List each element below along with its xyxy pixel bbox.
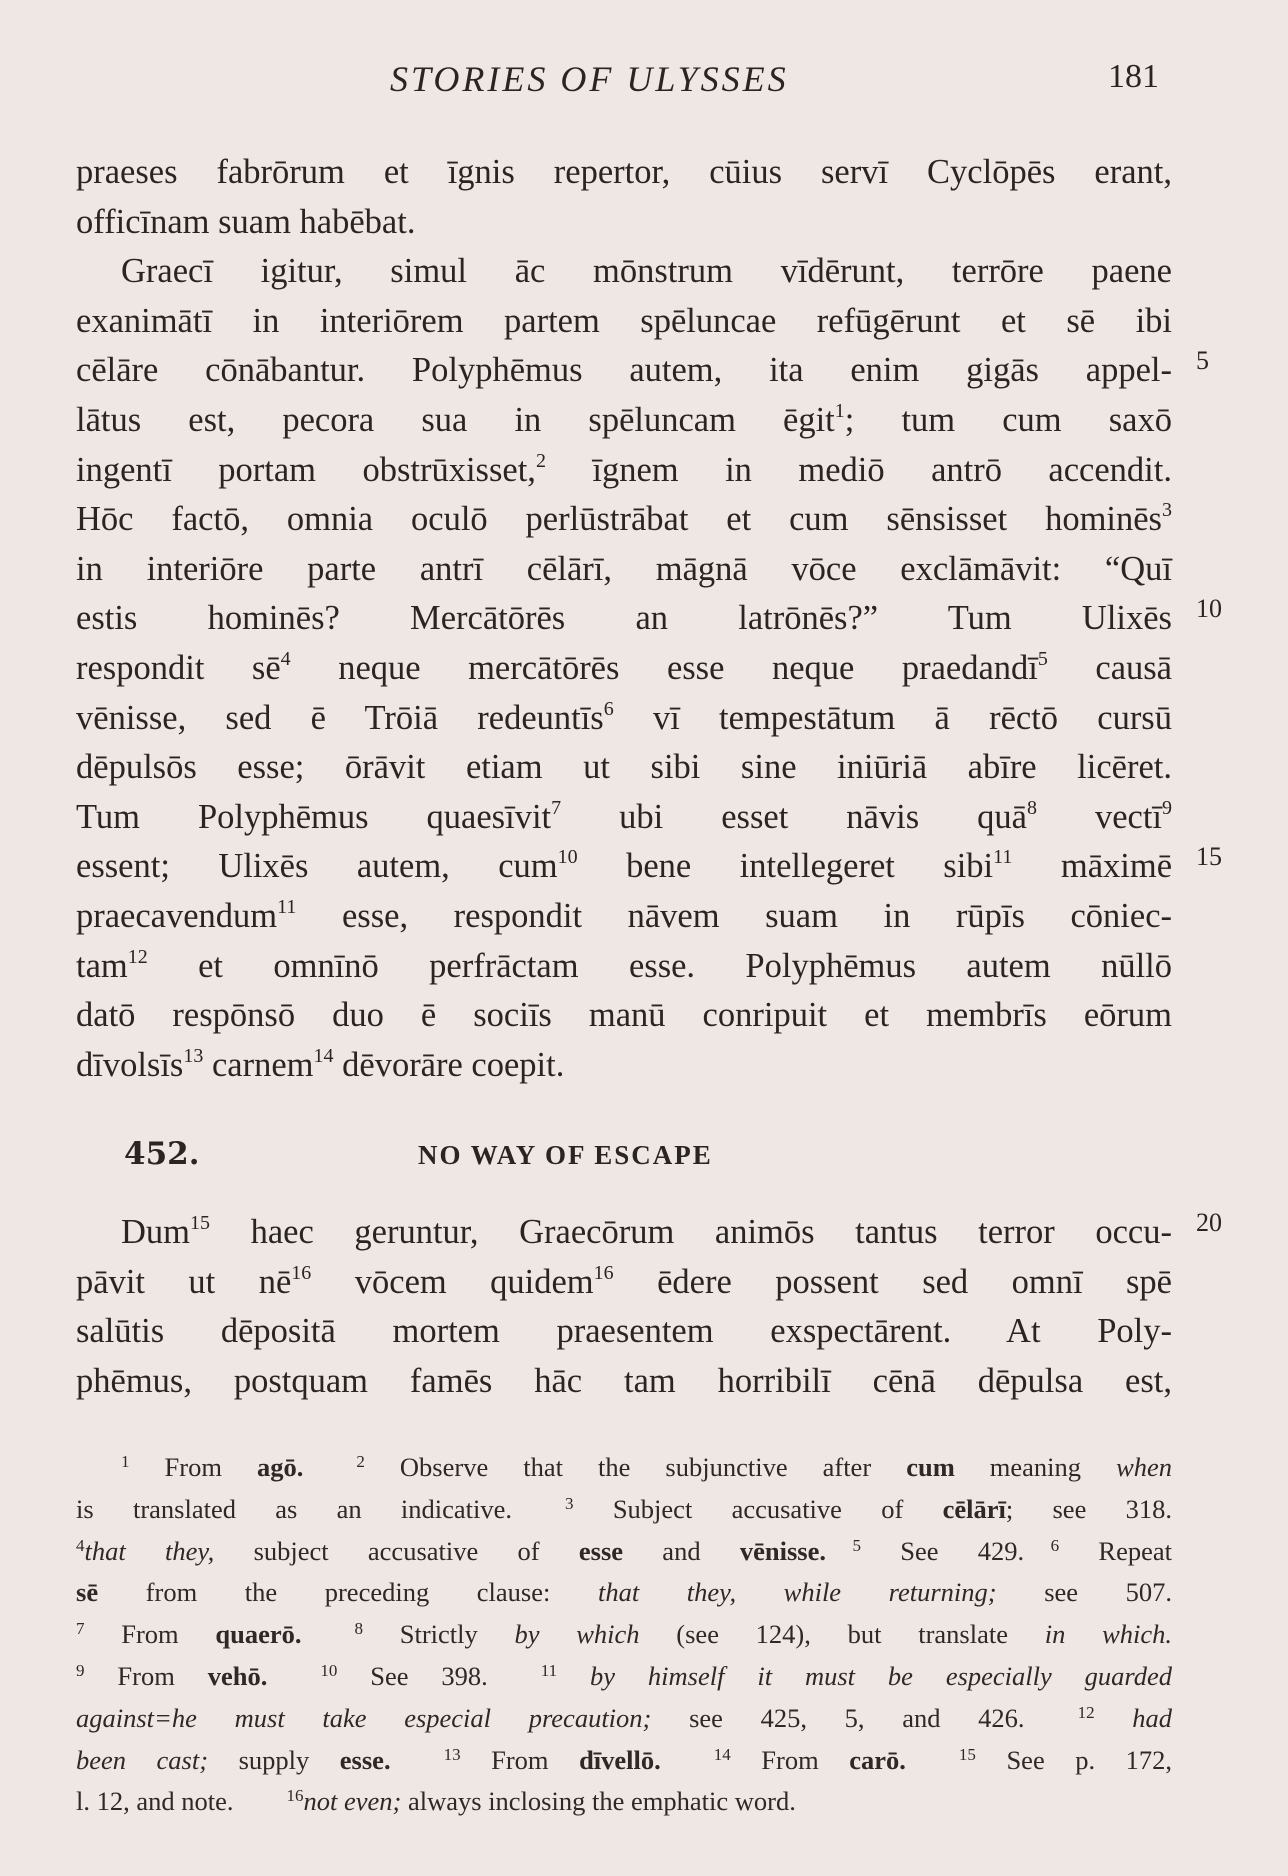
text-line: phēmus, postquam famēs hāc tam horribilī cēnā dēpulsa est,	[76, 1361, 1172, 1400]
text-line: salūtis dēpositā mortem praesentem exspectārent. At Poly-	[76, 1312, 1172, 1351]
text-line: vēnisse, sed ē Trōiā redeuntīs$^6$ vī tempestātum ā rēctō cursū	[76, 697, 1172, 737]
text-line: Graecī igitur, simul āc mōnstrum vīdērunt, terrōre paene	[121, 252, 1172, 291]
text-line: praeses fabrōrum et īgnis repertor, cūius servī Cyclōpēs erant,	[76, 153, 1172, 191]
footnote-ref: 2	[535, 449, 546, 472]
footnote-line: sē from the preceding clause: that they, while returning; see 507.	[76, 1577, 1172, 1608]
text-line: officīnam suam habēbat.	[76, 202, 416, 241]
text-line: Dum$^{15}$ haec geruntur, Graecōrum animōs tantus terror occu-	[121, 1212, 1172, 1251]
footnote-line: $^9$ From vehō. $^{10}$ See 398. $^{11}$ by himself it must be especially guarded	[76, 1660, 1172, 1691]
line-number: 15	[1196, 842, 1222, 872]
footnote-ref: 11	[277, 895, 297, 918]
text-line: estis hominēs? Mercātōrēs an latrōnēs?” Tum Ulixēs	[76, 599, 1172, 638]
footnote-ref: 13	[183, 1044, 204, 1067]
text-line: dīvolsīs$^{13}$ carnem$^{14}$ dēvorāre coepit.	[76, 1044, 565, 1084]
footnote-ref: 11	[993, 846, 1013, 869]
text-line: respondit $sē^4$ neque mercātōrēs esse neque praedandī$^5$ causā	[76, 647, 1172, 687]
section-number: 452.	[124, 1136, 200, 1172]
body-text-continued	[76, 1208, 1222, 1406]
footnote-line: $^7$ From quaerō. $^8$ Strictly by which (see 124), but translate in which.	[76, 1619, 1172, 1650]
footnote-ref: 14	[313, 1044, 334, 1067]
footnote-ref: 15	[190, 1212, 210, 1234]
text-line: pāvit ut $nē^{16}$ vōcem quidem$^{16}$ ēdere possent sed omnī spē	[76, 1261, 1172, 1301]
footnote-ref: 1	[834, 399, 845, 422]
footnote-line: l. 12, and note. $^{16}$not even; always inclosing the emphatic word.	[76, 1786, 796, 1817]
text-line: datō respōnsō duo ē sociīs manū conripuit et membrīs eōrum	[76, 996, 1172, 1035]
footnote-ref: 7	[551, 796, 562, 819]
text-line: essent; Ulixēs autem, cum$^{10}$ bene intellegeret sibi$^{11}$ māximē	[76, 846, 1173, 886]
text-line: dēpulsōs esse; ōrāvit etiam ut sibi sine iniūriā abīre licēret.	[76, 748, 1172, 787]
footnote-ref: 8	[1026, 796, 1037, 819]
page-header	[0, 58, 1288, 98]
footnote-ref: 16	[593, 1261, 614, 1284]
line-number: 5	[1196, 346, 1209, 376]
text-line: cēlāre cōnābantur. Polyphēmus autem, ita enim gigās appel-	[76, 351, 1172, 390]
footnote-ref: 4	[280, 647, 291, 670]
footnotes	[76, 1447, 1172, 1823]
footnote-ref: 5	[1037, 647, 1048, 670]
footnote-ref: 6	[603, 697, 614, 720]
footnote-ref: 16	[291, 1261, 312, 1284]
footnote-line: is translated as an indicative. $^3$ Subject accusative of cēlārī; see 318.	[76, 1493, 1172, 1524]
footnote-ref: 12	[127, 945, 148, 968]
footnote-line: against=he must take especial precaution; see 425, 5, and 426. $^{12}$ had	[76, 1702, 1173, 1733]
page-number: 181	[1108, 58, 1159, 95]
section-title: NO WAY OF ESCAPE	[418, 1140, 713, 1170]
text-line: ingentī portam obstrūxisset,$^2$ īgnem in mediō antrō accendit.	[76, 449, 1172, 489]
footnote-line: $^1$ From agō. $^2$ Observe that the subjunctive after cum meaning when	[121, 1452, 1173, 1482]
footnote-ref: 10	[557, 846, 578, 869]
text-line: lātus est, pecora sua in spēluncam ēgit$^1$; tum cum saxō	[76, 399, 1172, 439]
body-text	[76, 148, 1222, 1090]
footnote-line: been cast; supply esse. $^{13}$ From dīvellō. $^{14}$ From carō. $^{15}$ See p. 172,	[76, 1744, 1172, 1775]
running-title: STORIES OF ULYSSES	[390, 59, 789, 99]
footnote-line: $^4$that they, subject accusative of esse and vēnisse. $^5$ See 429. $^6$ Repeat	[76, 1535, 1173, 1566]
text-line: in interiōre parte antrī cēlārī, māgnā vōce exclāmāvit: “Quī	[76, 549, 1172, 588]
text-line: exanimātī in interiōrem partem spēluncae refūgērunt et sē ibi	[76, 301, 1172, 340]
line-number: 20	[1196, 1208, 1222, 1237]
footnote-ref: 9	[1162, 796, 1172, 819]
section-heading	[76, 1132, 1172, 1182]
text-line: tam$^{12}$ et omnīnō perfrāctam esse. Polyphēmus autem nūllō	[76, 945, 1172, 985]
footnote-ref: 3	[1162, 499, 1172, 522]
line-number: 10	[1196, 594, 1222, 624]
text-line: Tum Polyphēmus quaesīvit$^7$ ubi esset nāvis quā$^8$ vectī$^9$	[76, 796, 1172, 836]
text-line: Hōc factō, omnia oculō perlūstrābat et cum sēnsisset hominēs$^3$	[76, 499, 1172, 539]
text-line: praecavendum$^{11}$ esse, respondit nāvem suam in rūpīs cōniec-	[76, 895, 1172, 935]
